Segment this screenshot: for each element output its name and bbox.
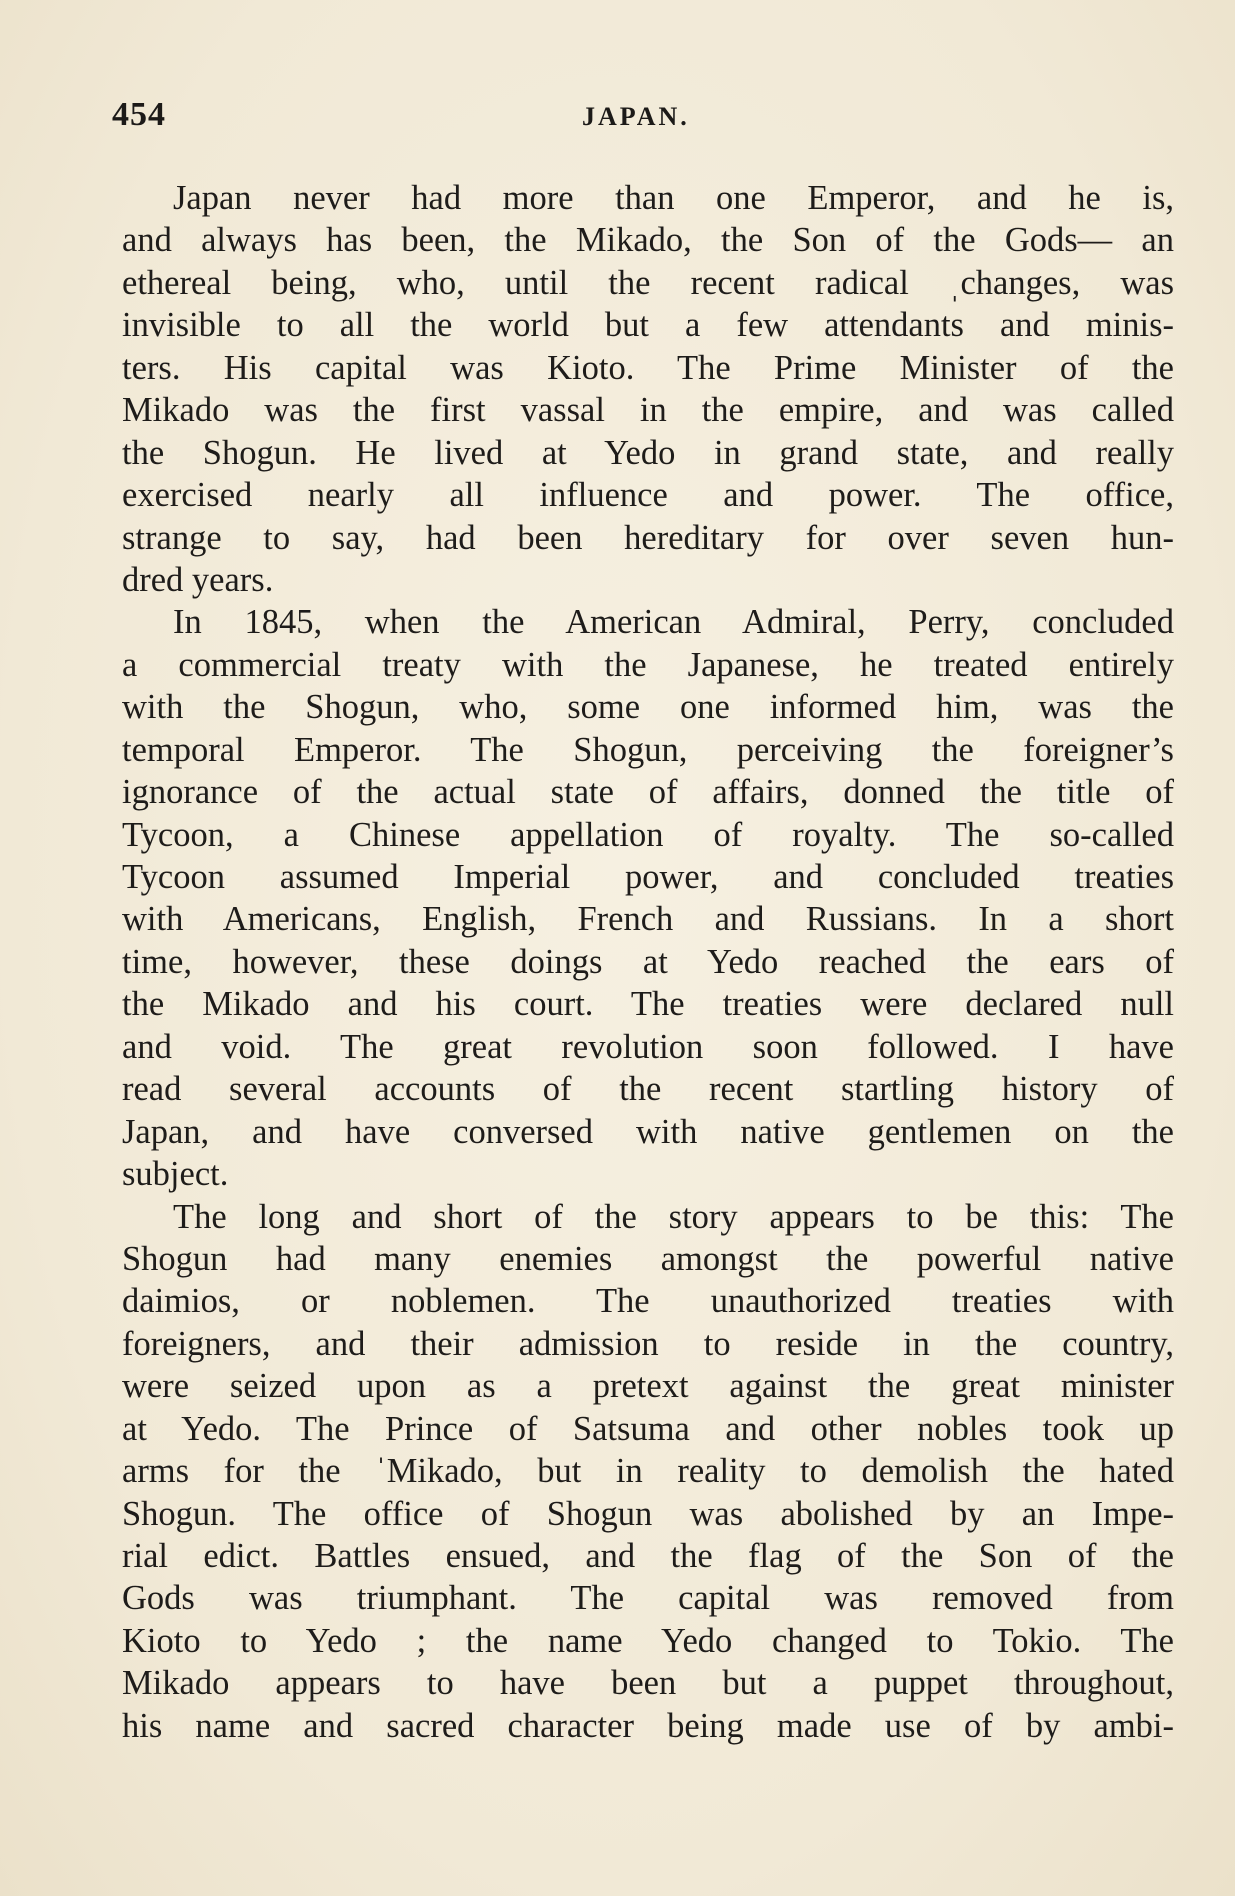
paragraph — [122, 177, 1174, 601]
text-line: Tycoon assumed Imperial power, and concluded treaties — [122, 858, 1174, 896]
text-line: Shogun had many enemies amongst the powerful native — [122, 1239, 1174, 1278]
text-line: foreigners, and their admission to reside in the country, — [122, 1324, 1174, 1363]
text-line: strange to say, had been hereditary for over seven hun- — [122, 518, 1174, 557]
text-line: and void. The great revolution soon followed. I have — [122, 1027, 1174, 1066]
text-line: The long and short of the story appears to be this: The — [173, 1197, 1174, 1236]
text-line: daimios, or noblemen. The unauthorized treaties with — [122, 1282, 1174, 1321]
text-line: ters. His capital was Kioto. The Prime Minister of the — [122, 348, 1174, 387]
text-line: with Americans, English, French and Russians. In a short — [122, 900, 1174, 939]
text-line: invisible to all the world but a few attendants and minis- — [122, 306, 1174, 345]
paragraph — [122, 1196, 1174, 1748]
text-line: at Yedo. The Prince of Satsuma and other nobles took up — [122, 1409, 1174, 1448]
text-line: Mikado was the first vassal in the empire, and was called — [122, 391, 1174, 430]
text-line: ignorance of the actual state of affairs, donned the title of — [122, 773, 1174, 812]
text-line: read several accounts of the recent startling history of — [122, 1070, 1174, 1109]
running-head: JAPAN. — [582, 102, 690, 131]
text-line: dred years. — [122, 560, 274, 599]
text-line: arms for the ˈMikado, but in reality to demolish the hated — [122, 1452, 1174, 1491]
text-line: the Shogun. He lived at Yedo in grand state, and really — [122, 433, 1174, 472]
text-line: Shogun. The office of Shogun was abolished by an Impe- — [122, 1494, 1174, 1533]
text-line: were seized upon as a pretext against the great minister — [122, 1367, 1174, 1406]
body-text — [122, 177, 1174, 1747]
text-line: Tycoon, a Chinese appellation of royalty. The so-called — [122, 815, 1174, 854]
text-line: exercised nearly all influence and power. The office, — [122, 476, 1174, 515]
text-line: In 1845, when the American Admiral, Perry, concluded — [173, 603, 1174, 642]
text-line: temporal Emperor. The Shogun, perceiving the foreigner’s — [122, 730, 1174, 769]
text-line: a commercial treaty with the Japanese, he treated entirely — [122, 645, 1174, 684]
text-line: Gods was triumphant. The capital was removed from — [122, 1579, 1174, 1618]
text-line: Kioto to Yedo ; the name Yedo changed to Tokio. The — [122, 1621, 1174, 1660]
text-line: Mikado appears to have been but a puppet throughout, — [122, 1664, 1174, 1703]
text-line: rial edict. Battles ensued, and the flag of the Son of the — [122, 1537, 1174, 1575]
text-line: time, however, these doings at Yedo reached the ears of — [122, 942, 1174, 981]
text-line: Japan, and have conversed with native gentlemen on the — [122, 1112, 1174, 1151]
text-line: the Mikado and his court. The treaties were declared null — [122, 985, 1174, 1024]
text-line: subject. — [122, 1155, 229, 1194]
text-line: Japan never had more than one Emperor, and he is, — [173, 179, 1174, 217]
page-number: 454 — [112, 96, 166, 133]
paragraph — [122, 601, 1174, 1195]
text-line: ethereal being, who, until the recent radical ˌchanges, was — [122, 263, 1174, 302]
page-header — [112, 96, 1172, 136]
text-line: and always has been, the Mikado, the Son of the Gods— an — [122, 221, 1174, 260]
text-line: his name and sacred character being made use of by ambi- — [122, 1706, 1174, 1745]
text-line: with the Shogun, who, some one informed him, was the — [122, 688, 1174, 727]
